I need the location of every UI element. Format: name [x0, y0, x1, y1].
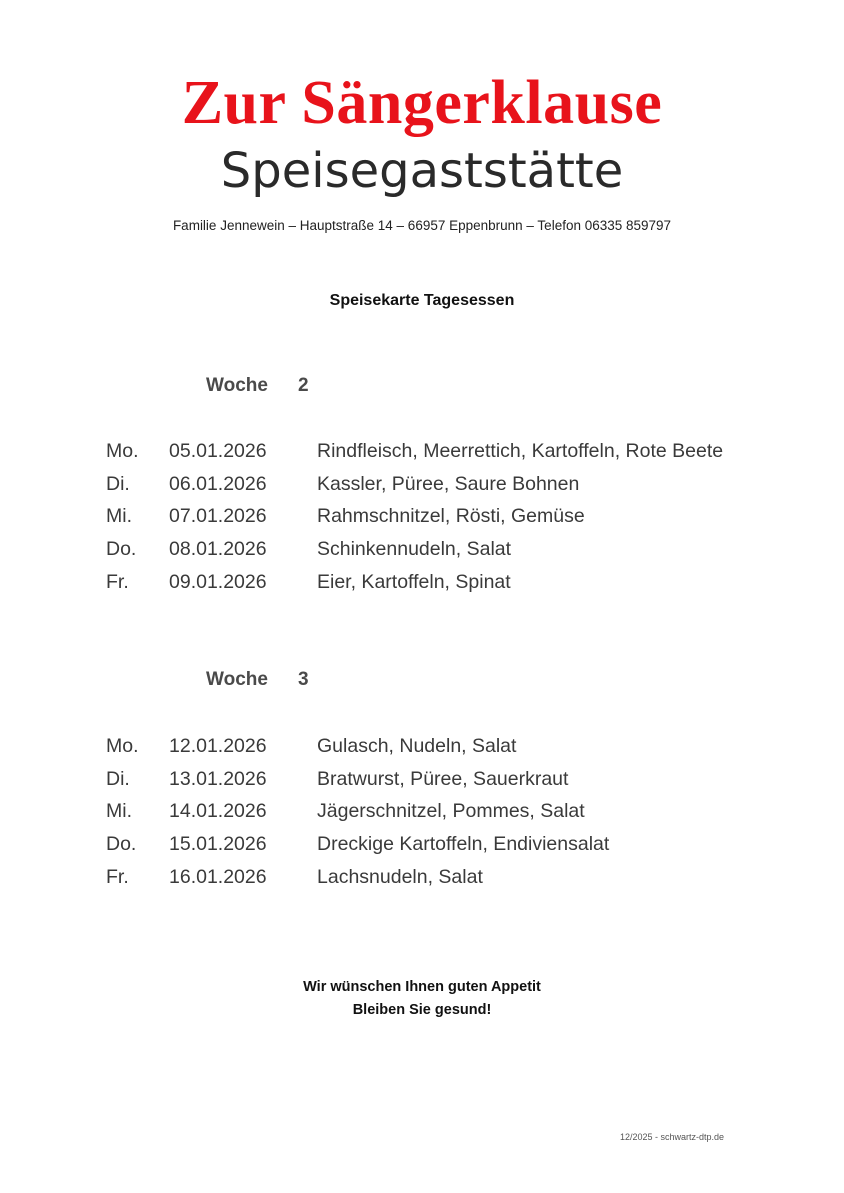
- menu-row: [106, 502, 723, 535]
- dish-text: Lachsnudeln, Salat: [317, 865, 483, 888]
- week-menu-list: [106, 437, 723, 600]
- dish-text: Rindfleisch, Meerrettich, Kartoffeln, Rote Beete: [317, 440, 724, 462]
- date-value: 13.01.2026: [169, 767, 267, 790]
- dish-text: Dreckige Kartoffeln, Endiviensalat: [317, 833, 610, 856]
- menu-row: [106, 732, 609, 765]
- closing-message: [0, 976, 844, 1022]
- date-value: 14.01.2026: [169, 800, 267, 823]
- day-label: Fr.: [106, 570, 129, 593]
- date-value: 09.01.2026: [169, 570, 267, 593]
- day-label: Mo.: [106, 735, 139, 757]
- date-value: 07.01.2026: [169, 505, 267, 528]
- week-menu-list: [106, 732, 609, 895]
- page-title: Speisekarte Tagesessen: [329, 292, 515, 309]
- footer-credit: 12/2025 - schwartz-dtp.de: [620, 1132, 725, 1142]
- week-number: 3: [298, 669, 309, 690]
- week-heading: [206, 668, 309, 692]
- menu-row: [106, 797, 609, 830]
- restaurant-name: Zur Sängerklause: [181, 69, 663, 137]
- dish-text: Gulasch, Nudeln, Salat: [317, 735, 517, 757]
- day-label: Fr.: [106, 865, 129, 888]
- day-label: Mo.: [106, 440, 139, 462]
- menu-row: [106, 830, 609, 863]
- day-label: Mi.: [106, 800, 132, 823]
- menu-row: [106, 535, 723, 568]
- week-heading: [206, 374, 309, 398]
- date-value: 12.01.2026: [169, 735, 267, 757]
- day-label: Do.: [106, 538, 137, 561]
- dish-text: Jägerschnitzel, Pommes, Salat: [317, 800, 585, 823]
- restaurant-subtitle: Speisegaststätte: [220, 143, 624, 199]
- dish-text: Kassler, Püree, Saure Bohnen: [317, 472, 580, 495]
- dish-text: Bratwurst, Püree, Sauerkraut: [317, 767, 569, 790]
- dish-text: Schinkennudeln, Salat: [317, 538, 512, 561]
- menu-row: [106, 437, 723, 470]
- dish-text: Eier, Kartoffeln, Spinat: [317, 570, 511, 593]
- date-value: 15.01.2026: [169, 833, 267, 856]
- date-value: 06.01.2026: [169, 472, 267, 495]
- menu-row: [106, 863, 609, 896]
- closing-line-1: Wir wünschen Ihnen guten Appetit: [303, 979, 541, 995]
- day-label: Di.: [106, 472, 130, 495]
- menu-row: [106, 568, 723, 601]
- address-line: Familie Jennewein – Hauptstraße 14 – 66957 Eppenbrunn – Telefon 06335 859797: [172, 218, 672, 233]
- day-label: Do.: [106, 833, 137, 856]
- menu-row: [106, 765, 609, 798]
- dish-text: Rahmschnitzel, Rösti, Gemüse: [317, 505, 585, 528]
- day-label: Di.: [106, 767, 130, 790]
- week-label: Woche: [206, 375, 268, 396]
- date-value: 08.01.2026: [169, 538, 267, 561]
- date-value: 05.01.2026: [169, 440, 267, 462]
- closing-line-2: Bleiben Sie gesund!: [352, 1002, 492, 1018]
- week-label: Woche: [206, 669, 268, 690]
- week-number: 2: [298, 375, 309, 396]
- menu-row: [106, 470, 723, 503]
- date-value: 16.01.2026: [169, 865, 267, 888]
- day-label: Mi.: [106, 505, 132, 528]
